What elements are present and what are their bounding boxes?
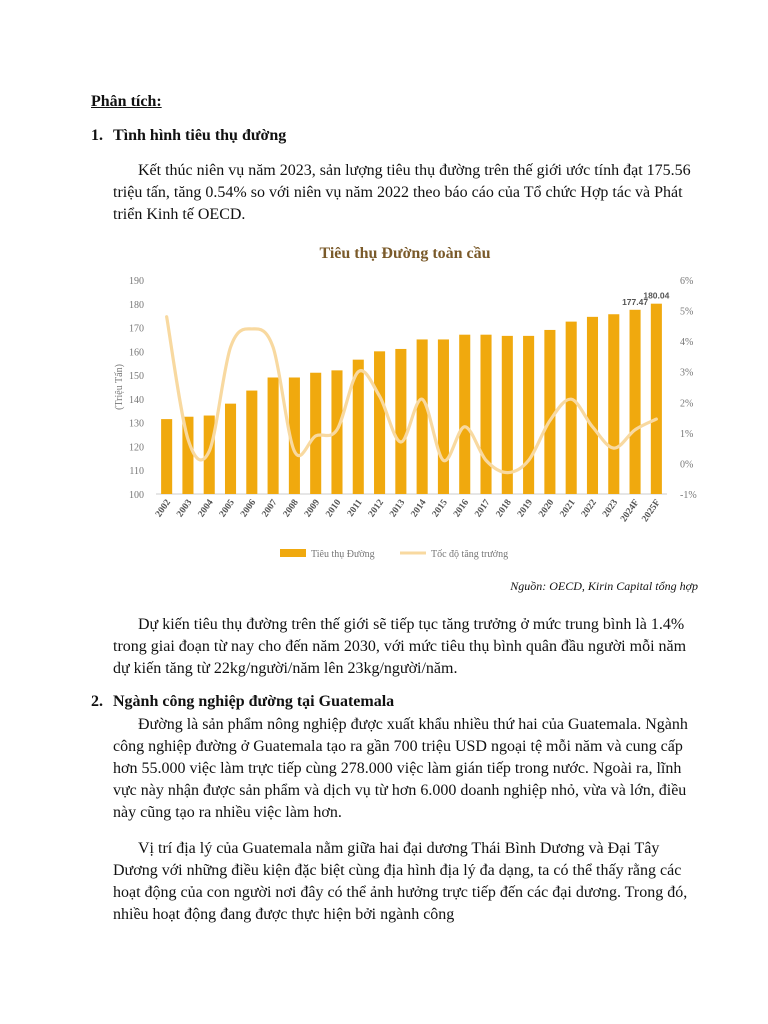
section-1-title-text: Tình hình tiêu thụ đường <box>113 127 287 144</box>
section-1-paragraph-1 <box>113 160 698 226</box>
y-tick-label: 140 <box>129 394 144 406</box>
bar-2022 <box>587 317 598 494</box>
x-tick-label: 2021 <box>558 497 578 520</box>
section-1-paragraph-1-text: Kết thúc niên vụ năm 2023, sản lượng tiêu thụ đường trên thế giới ước tính đạt 175.56 triệu tấn, tăng 0.54% so với niên vụ năm 2022 theo báo cáo của Tổ chức Hợp tác và Phát triển Kinh tế OECD. <box>113 162 691 223</box>
sugar-consumption-chart <box>110 236 700 601</box>
y-tick-label: 110 <box>129 466 144 478</box>
bar-2005 <box>225 404 236 494</box>
x-tick-label: 2003 <box>175 497 195 520</box>
bar-2018 <box>502 336 513 494</box>
legend-label-line: Tốc độ tăng trưởng <box>431 549 509 560</box>
x-tick-label: 2013 <box>388 497 408 520</box>
legend-label-bars: Tiêu thụ Đường <box>311 549 375 560</box>
x-tick-label: 2022 <box>579 497 599 520</box>
bar-2017 <box>480 335 491 494</box>
chart-source: Nguồn: OECD, Kirin Capital tổng hợp <box>510 579 698 593</box>
bar-2006 <box>246 391 257 494</box>
x-tick-label: 2005 <box>217 497 237 520</box>
bar-2024F <box>630 310 641 494</box>
bar-2025F <box>651 304 662 494</box>
x-tick-label: 2019 <box>515 497 536 520</box>
bar-2021 <box>566 322 577 494</box>
x-tick-label: 2008 <box>281 497 301 520</box>
x-tick-label: 2014 <box>409 497 429 520</box>
section-1-paragraph-2 <box>113 614 698 680</box>
analysis-heading: Phân tích: <box>91 93 162 110</box>
y2-tick-label: 4% <box>680 337 694 349</box>
y2-tick-label: 6% <box>680 276 694 287</box>
growth-rate-line <box>167 317 657 473</box>
bar-2020 <box>544 330 555 494</box>
x-tick-label: 2007 <box>260 497 280 520</box>
x-tick-label: 2004 <box>196 497 216 520</box>
y-tick-label: 100 <box>129 490 144 501</box>
y-tick-label: 170 <box>129 323 144 335</box>
y2-tick-label: 0% <box>680 459 694 471</box>
x-tick-label: 2017 <box>473 497 493 520</box>
bar-2016 <box>459 335 470 494</box>
y2-tick-label: 5% <box>680 306 694 318</box>
section-1-number: 1. <box>91 127 103 144</box>
y2-tick-label: 1% <box>680 428 694 440</box>
section-2-title <box>91 693 394 711</box>
y-tick-label: 130 <box>129 418 144 430</box>
y-tick-label: 120 <box>129 442 144 454</box>
y2-tick-label: -1% <box>680 490 697 501</box>
x-tick-label: 2011 <box>345 497 365 519</box>
bar-2014 <box>417 339 428 494</box>
section-2-number: 2. <box>91 693 103 710</box>
bar-2004 <box>204 416 215 494</box>
x-tick-label: 2023 <box>601 497 621 520</box>
bar-2023 <box>608 314 619 494</box>
bar-2012 <box>374 351 385 494</box>
y2-tick-label: 2% <box>680 398 694 410</box>
x-tick-label: 2010 <box>324 497 344 520</box>
bar-2009 <box>310 373 321 494</box>
bar-data-label-2024F: 177.47 <box>622 296 649 307</box>
y-tick-label: 190 <box>129 276 144 287</box>
x-tick-label: 2002 <box>154 497 174 520</box>
bar-2002 <box>161 419 172 494</box>
y2-tick-label: 3% <box>680 367 694 379</box>
y-tick-label: 150 <box>129 371 144 383</box>
bar-2019 <box>523 336 534 494</box>
section-1-paragraph-2-text: Dự kiến tiêu thụ đường trên thế giới sẽ tiếp tục tăng trưởng ở mức trung bình là 1.4% trong giai đoạn từ nay cho đến năm 2030, với mức tiêu thụ bình quân đầu người mỗi năm dự kiến tăng từ 22kg/người/năm lên 23kg/người/năm. <box>113 616 687 677</box>
chart-title: Tiêu thụ Đường toàn cầu <box>319 245 491 262</box>
x-tick-label: 2025F <box>640 497 663 525</box>
x-tick-label: 2020 <box>537 497 557 520</box>
bar-data-label-2025F: 180.04 <box>643 290 670 301</box>
bar-2007 <box>268 377 279 494</box>
bar-2013 <box>395 349 406 494</box>
x-tick-label: 2015 <box>430 497 450 520</box>
x-tick-label: 2018 <box>494 497 514 520</box>
section-2-paragraph-2-text: Vị trí địa lý của Guatemala nằm giữa hai đại dương Thái Bình Dương và Đại Tây Dương với những điều kiện đặc biệt cùng địa hình địa lý đa dạng, ta có thể thấy rằng các hoạt động của con người nơi đây có thể ảnh hưởng trực tiếp đến các đại dương. Trong đó, nhiều hoạt động đang được thực hiện bởi ngành công <box>113 840 688 923</box>
x-tick-label: 2016 <box>452 497 472 520</box>
y-axis-label: (Triệu Tấn) <box>114 364 125 410</box>
section-2-title-text: Ngành công nghiệp đường tại Guatemala <box>113 693 395 710</box>
section-2-paragraph-2 <box>113 838 698 926</box>
y-tick-label: 160 <box>129 347 144 359</box>
chart-svg <box>110 236 700 576</box>
x-tick-label: 2012 <box>366 497 387 520</box>
x-tick-label: 2009 <box>303 497 323 520</box>
section-2-paragraph-1-text: Đường là sản phẩm nông nghiệp được xuất khẩu nhiều thứ hai của Guatemala. Ngành công nghiệp đường ở Guatemala tạo ra gần 700 triệu USD ngoại tệ mỗi năm và cung cấp hơn 55.000 việc làm trực tiếp cùng 278.000 việc làm gián tiếp trong nước. Ngoài ra, lĩnh vực này nhận được sản phẩm và dịch vụ từ hơn 6.000 doanh nghiệp nhỏ, vừa và lớn, điều này cũng tạo ra nhiều việc làm hơn. <box>113 716 688 821</box>
y-tick-label: 180 <box>129 299 144 311</box>
section-2-paragraph-1 <box>113 714 698 824</box>
legend-swatch-bars <box>280 549 306 557</box>
x-tick-label: 2024F <box>619 497 642 525</box>
bar-2015 <box>438 339 449 494</box>
x-tick-label: 2006 <box>239 497 259 520</box>
section-1-title <box>91 127 286 145</box>
